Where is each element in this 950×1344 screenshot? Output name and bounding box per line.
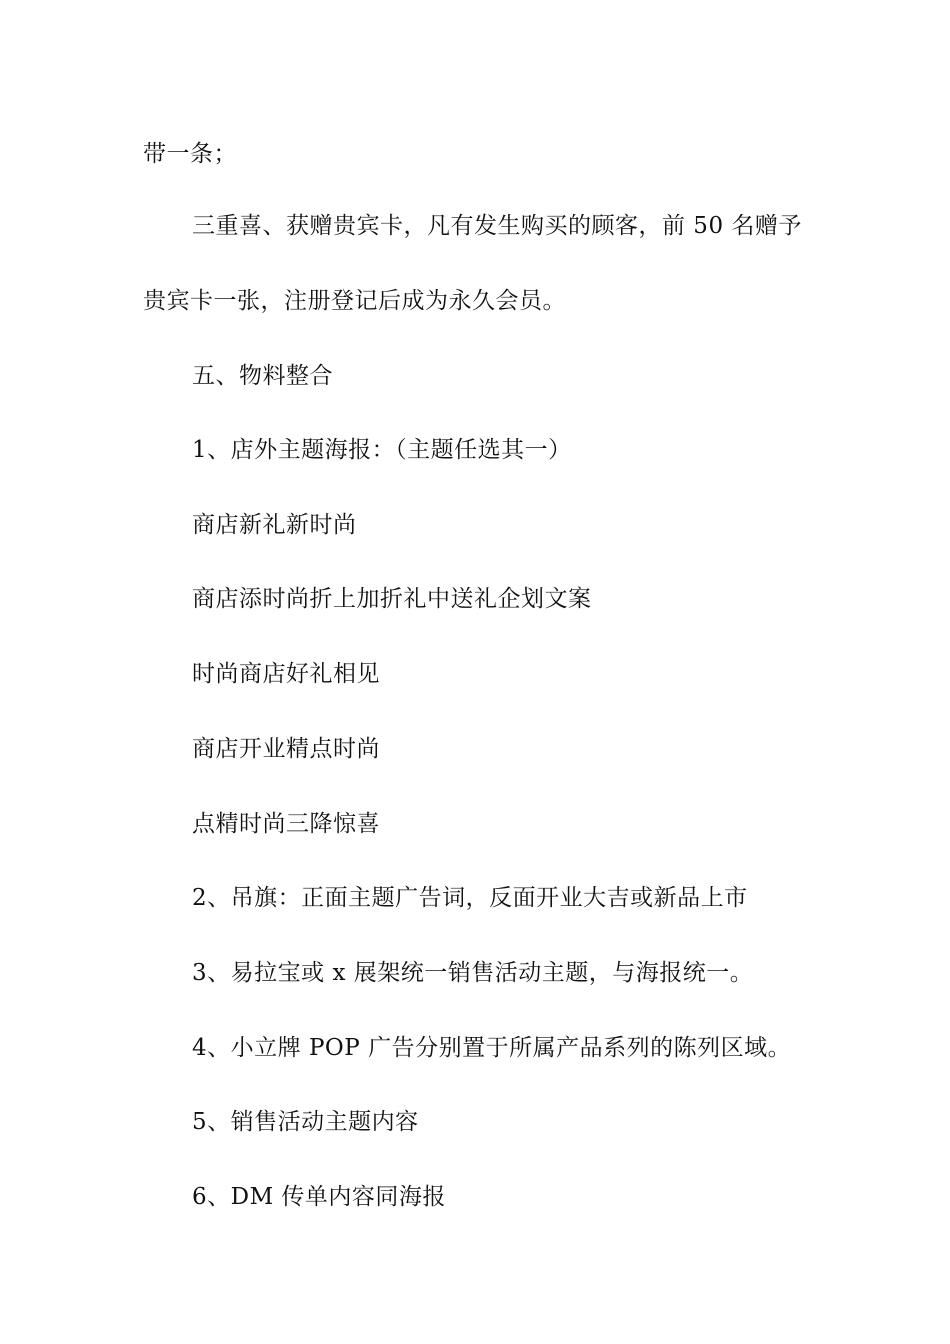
poster-theme-1: 商店新礼新时尚	[192, 512, 357, 538]
text-line-guest-card: 三重喜、获赠贵宾卡，凡有发生购买的顾客，前 50 名赠予	[192, 213, 802, 239]
poster-theme-4: 商店开业精点时尚	[192, 736, 380, 762]
poster-theme-5: 点精时尚三降惊喜	[192, 811, 380, 837]
list-item-dm-flyer: 6、DM 传单内容同海报	[192, 1184, 446, 1210]
poster-theme-2: 商店添时尚折上加折礼中送礼企划文案	[192, 586, 592, 612]
list-item-pop-sign: 4、小立牌 POP 广告分别置于所属产品系列的陈列区域。	[192, 1035, 792, 1061]
text-line-guest-card-cont: 贵宾卡一张，注册登记后成为永久会员。	[143, 288, 566, 314]
list-item-rollup-banner: 3、易拉宝或 x 展架统一销售活动主题，与海报统一。	[192, 960, 754, 986]
poster-theme-3: 时尚商店好礼相见	[192, 661, 380, 687]
list-item-poster: 1、店外主题海报：（主题任选其一）	[192, 437, 572, 463]
list-item-sales-theme: 5、销售活动主题内容	[192, 1109, 419, 1135]
section-heading-materials: 五、物料整合	[192, 363, 333, 389]
list-item-hanging-flag: 2、吊旗：正面主题广告词，反面开业大吉或新品上市	[192, 885, 748, 911]
text-line-continuation: 带一条；	[143, 141, 237, 167]
